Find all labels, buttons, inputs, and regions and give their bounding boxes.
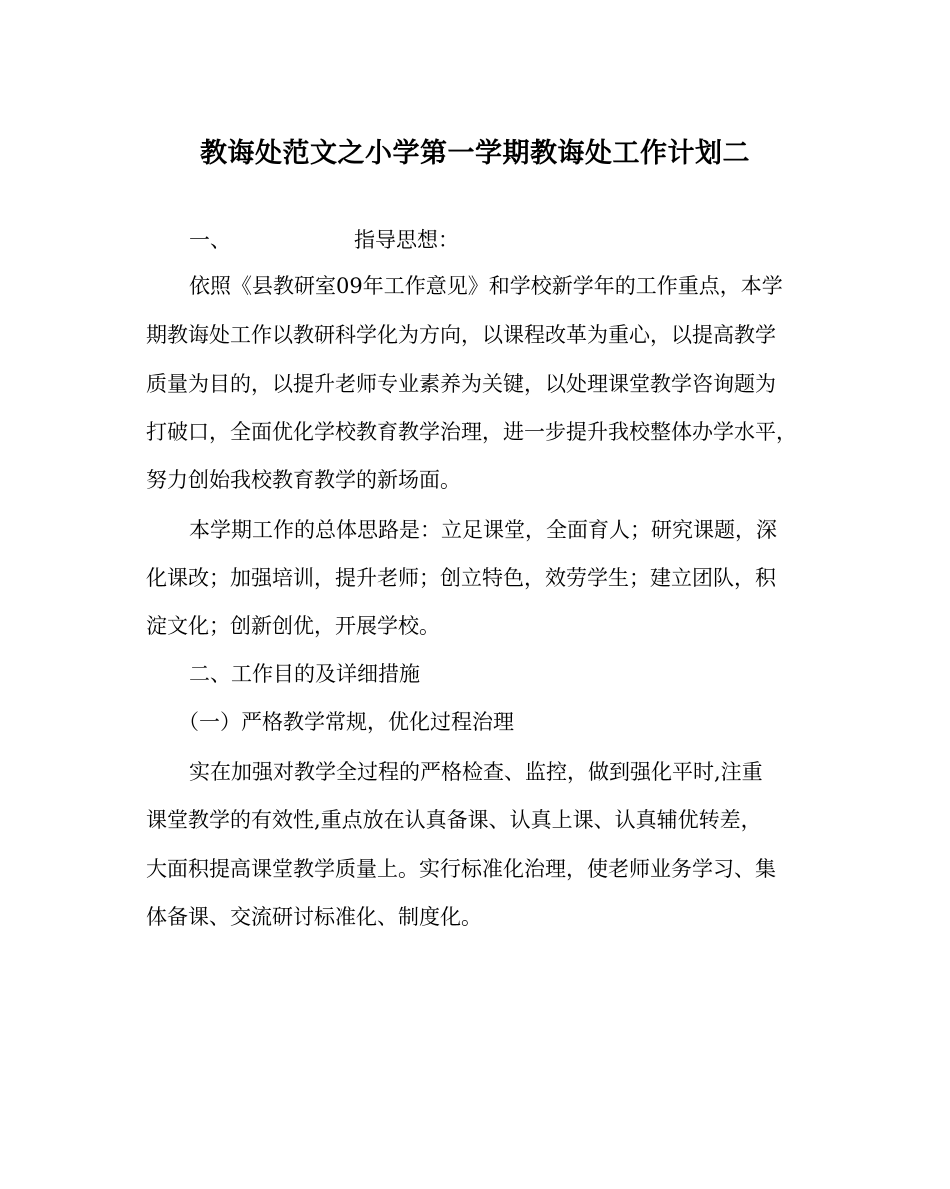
paragraph2-line: 本学期工作的总体思路是：立足课堂，全面育人；研究课题，深 xyxy=(189,518,777,542)
paragraph1-line: 努力创始我校教育教学的新场面。 xyxy=(146,468,461,492)
document-title: 教诲处范文之小学第一学期教诲处工作计划二 xyxy=(200,138,750,169)
section2-heading: 二、工作目的及详细措施 xyxy=(189,662,420,686)
section1-heading: 指导思想： xyxy=(354,228,459,252)
paragraph3-line: 实在加强对教学全过程的严格检查、监控，做到强化平时,注重 xyxy=(189,760,763,784)
paragraph2-line: 淀文化；创新创优，开展学校。 xyxy=(146,614,440,638)
paragraph3-line: 课堂教学的有效性,重点放在认真备课、认真上课、认真辅优转差， xyxy=(146,808,762,832)
paragraph1-line: 质量为目的，以提升老师专业素养为关键，以处理课堂教学咨询题为 xyxy=(146,372,776,396)
paragraph1-line: 依照《县教研室09年工作意见》和学校新学年的工作重点，本学 xyxy=(189,274,783,298)
subsection1-heading: （一）严格教学常规，优化过程治理 xyxy=(178,710,514,734)
section1-number: 一、 xyxy=(189,228,231,252)
paragraph3-line: 大面积提高课堂教学质量上。实行标准化治理，使老师业务学习、集 xyxy=(146,857,776,881)
paragraph2-line: 化课改；加强培训，提升老师；创立特色，效劳学生；建立团队，积 xyxy=(146,566,776,590)
paragraph1-line: 打破口，全面优化学校教育教学治理，进一步提升我校整体办学水平， xyxy=(146,420,797,444)
paragraph1-line: 期教诲处工作以教研科学化为方向，以课程改革为重心，以提高教学 xyxy=(146,323,776,347)
paragraph3-line: 体备课、交流研讨标准化、制度化。 xyxy=(146,905,482,929)
